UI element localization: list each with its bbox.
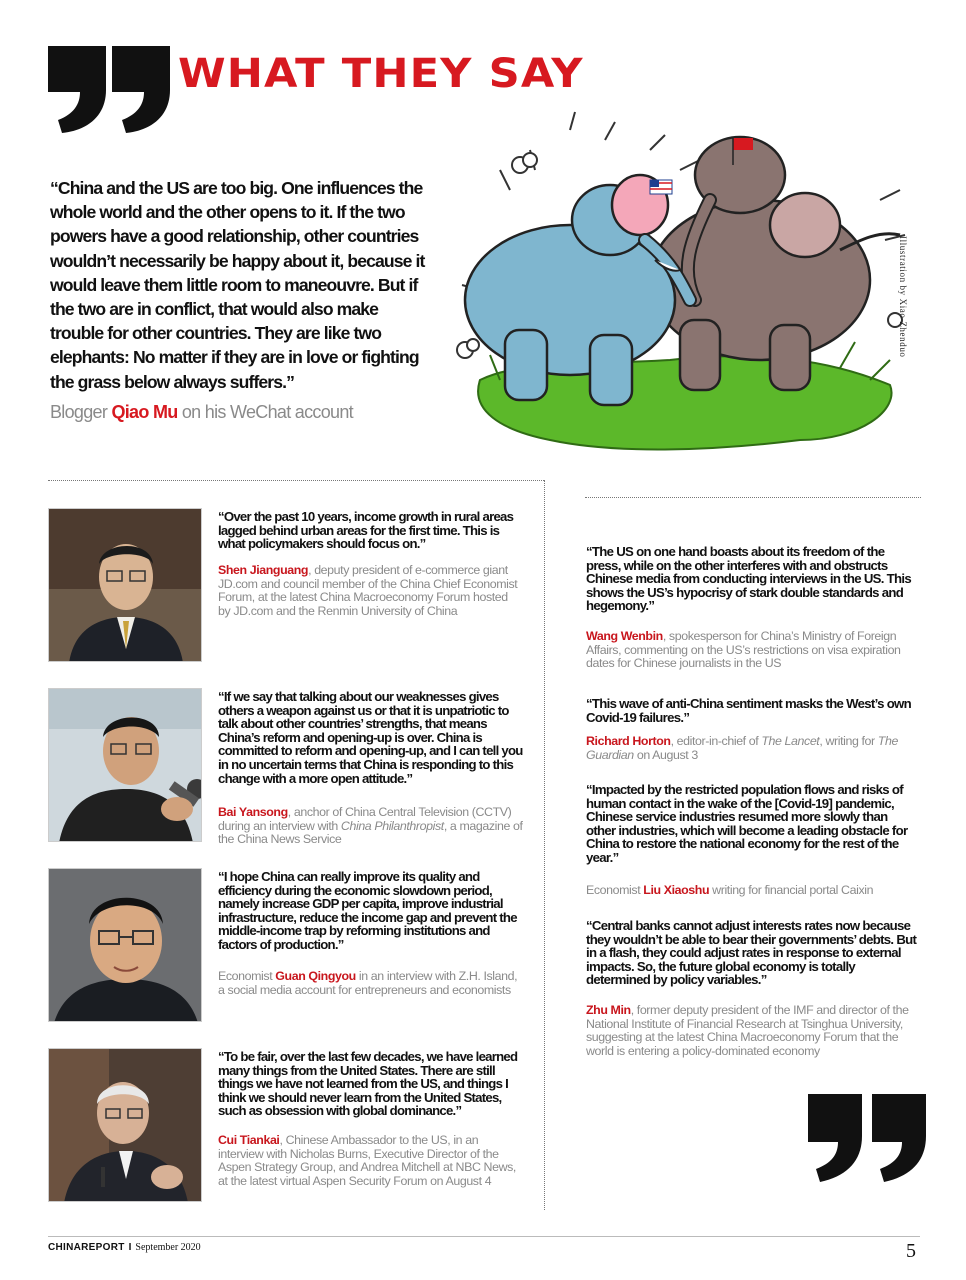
quote-guan-qingyou: “I hope China can really improve its quality and efficiency during the economic slowdown period, namely increase GDP per capita, improve industrial infrastructure, reduce the income gap and prevent the middle-income trap by reforming institutions and factors of production.” xyxy=(218,869,517,952)
issue-date: September 2020 xyxy=(135,1242,201,1253)
attribution-bai-yansong xyxy=(218,806,523,847)
speaker-name: Wang Wenbin xyxy=(586,629,663,643)
speaker-name: Qiao Mu xyxy=(111,402,178,422)
attribution-detail: , former deputy president of the IMF and director of the National Institute of Financial Research at Tsinghua University, suggesting at the latest China Macroeconomy Forum that the world is entering a policy-dominated economy xyxy=(586,1003,909,1058)
main-quote-text: “China and the US are too big. One influences the whole world and the other opens to it. If the two powers have a good relationship, other countries wouldn’t necessarily be happy about it, because it would leave them little room to maneouvre. But if the two are in conflict, that would also make trouble for other countries. They are like two elephants: No matter if they are in love or fighting the grass below always suffers.” xyxy=(50,178,425,392)
portrait-guan-qingyou xyxy=(48,868,202,1022)
quote-richard-horton: “This wave of anti-China sentiment masks the West’s own Covid-19 failures.” xyxy=(586,696,911,725)
speaker-name: Liu Xiaoshu xyxy=(643,883,710,897)
quote-cui-tiankai: “To be fair, over the last few decades, we have learned many things from the United States. There are still things we have not learned from the US, and things I think we should never learn from the United States, such as obsession with global dominance.” xyxy=(218,1049,518,1119)
portrait-bai-yansong xyxy=(48,688,202,842)
attribution-cui-tiankai xyxy=(218,1134,523,1188)
attribution-detail: writing for financial portal Caixin xyxy=(709,883,874,897)
attribution-detail: on August 3 xyxy=(633,747,698,762)
attribution-liu-xiaoshu xyxy=(586,884,918,898)
speaker-name: Richard Horton xyxy=(586,734,671,748)
attribution-detail: , deputy president of e-commerce giant JD.com and council member of the China Chief Economist Forum, at the latest China Macroeconomy Forum hosted by JD.com and the Renmin University of China xyxy=(218,563,518,618)
elephants-illustration xyxy=(440,110,910,460)
portrait-shen-jianguang xyxy=(48,508,202,662)
attribution-detail: , spokesperson for China’s Ministry of Foreign Affairs, commenting on the US’s restrictions on visa expiration dates for Chinese journalists in the US xyxy=(586,629,901,671)
attribution-detail: in an interview with Z.H. Island, a social media account for entrepreneurs and economists xyxy=(218,969,518,997)
publication-name: The Lancet xyxy=(761,734,820,748)
divider-right xyxy=(585,497,921,498)
illustration-credit xyxy=(898,236,928,396)
illustration-credit-text: Illustration by Xiao Zhenduo xyxy=(898,236,908,358)
publication-name: The Guardian xyxy=(586,734,898,762)
magazine-name: CHINAREPORT xyxy=(48,1242,125,1253)
speaker-name: Cui Tiankai xyxy=(218,1133,280,1147)
portrait-cui-tiankai xyxy=(48,1048,202,1202)
attribution-detail: , editor-in-chief of xyxy=(670,734,762,748)
quote-zhu-min: “Central banks cannot adjust interests rates now because they wouldn’t be able to bear their governments’ debts. But in a flash, they could adjust rates in response to external impacts. So, the future global economy is totally determined by policy variables.” xyxy=(586,918,917,988)
quote-bai-yansong: “If we say that talking about our weaknesses gives others a weapon against us or that it is unpatriotic to talk about other countries’ strengths, that means China’s reform and opening-up is over. China is committed to reform and opening-up, and I can tell you in no uncertain terms that China is responding to this change with a more open attitude.” xyxy=(218,689,523,786)
speaker-name: Zhu Min xyxy=(586,1003,631,1017)
attribution-prefix: Economist xyxy=(586,883,644,897)
attribution-zhu-min xyxy=(586,1004,918,1058)
publication-name: China Philanthropist xyxy=(340,818,444,833)
speaker-name: Bai Yansong xyxy=(218,805,288,819)
brown-elephant xyxy=(650,137,900,390)
quote-liu-xiaoshu: “Impacted by the restricted population flows and risks of human contact in the wake of the [Covid-19] pandemic, Chinese service industries resumed more slowly than other industries, which will become a leading obstacle for China to restore the national economy for the rest of the year.” xyxy=(586,782,908,865)
attribution-shen-jianguang xyxy=(218,564,523,618)
attribution-detail: , a magazine of the China News Service xyxy=(218,818,523,847)
footer-separator: I xyxy=(128,1242,132,1253)
page-number: 5 xyxy=(906,1240,916,1262)
speaker-name: Guan Qingyou xyxy=(275,969,356,983)
quote-wang-wenbin: “The US on one hand boasts about its freedom of the press, while on the other interferes with and obstructs Chinese media from conducting interviews in the US. This shows the US’s hypocrisy of stark double standards and hegemony.” xyxy=(586,544,911,614)
main-quote-attribution xyxy=(50,402,353,423)
attribution-guan-qingyou xyxy=(218,970,523,997)
footer-rule xyxy=(48,1236,920,1237)
divider-left xyxy=(48,480,544,481)
attribution-detail: , Chinese Ambassador to the US, in an interview with Nicholas Burns, Executive Director of the Aspen Strategy Group, and Andrea Mitchell at NBC News, at the latest virtual Aspen Security Forum on August 4 xyxy=(218,1133,516,1188)
close-quote-icon xyxy=(806,1092,928,1184)
open-quote-icon xyxy=(44,40,174,135)
attr-suffix: on his WeChat account xyxy=(177,402,353,422)
attribution-prefix: Economist xyxy=(218,969,276,983)
attribution-wang-wenbin xyxy=(586,630,918,671)
attribution-richard-horton xyxy=(586,735,918,762)
divider-vertical xyxy=(544,480,545,1210)
quote-shen-jianguang: “Over the past 10 years, income growth in rural areas lagged behind urban areas for the first time. This is what policymakers should focus on.” xyxy=(218,509,514,552)
attribution-detail: , anchor of China Central Television (CCTV) during an interview with xyxy=(218,805,512,833)
speaker-name: Shen Jianguang xyxy=(218,563,309,577)
attr-prefix: Blogger xyxy=(50,402,112,422)
attribution-detail: , writing for xyxy=(819,734,878,748)
footer-publication xyxy=(48,1242,201,1253)
page-title: WHAT THEY SAY xyxy=(178,51,584,97)
